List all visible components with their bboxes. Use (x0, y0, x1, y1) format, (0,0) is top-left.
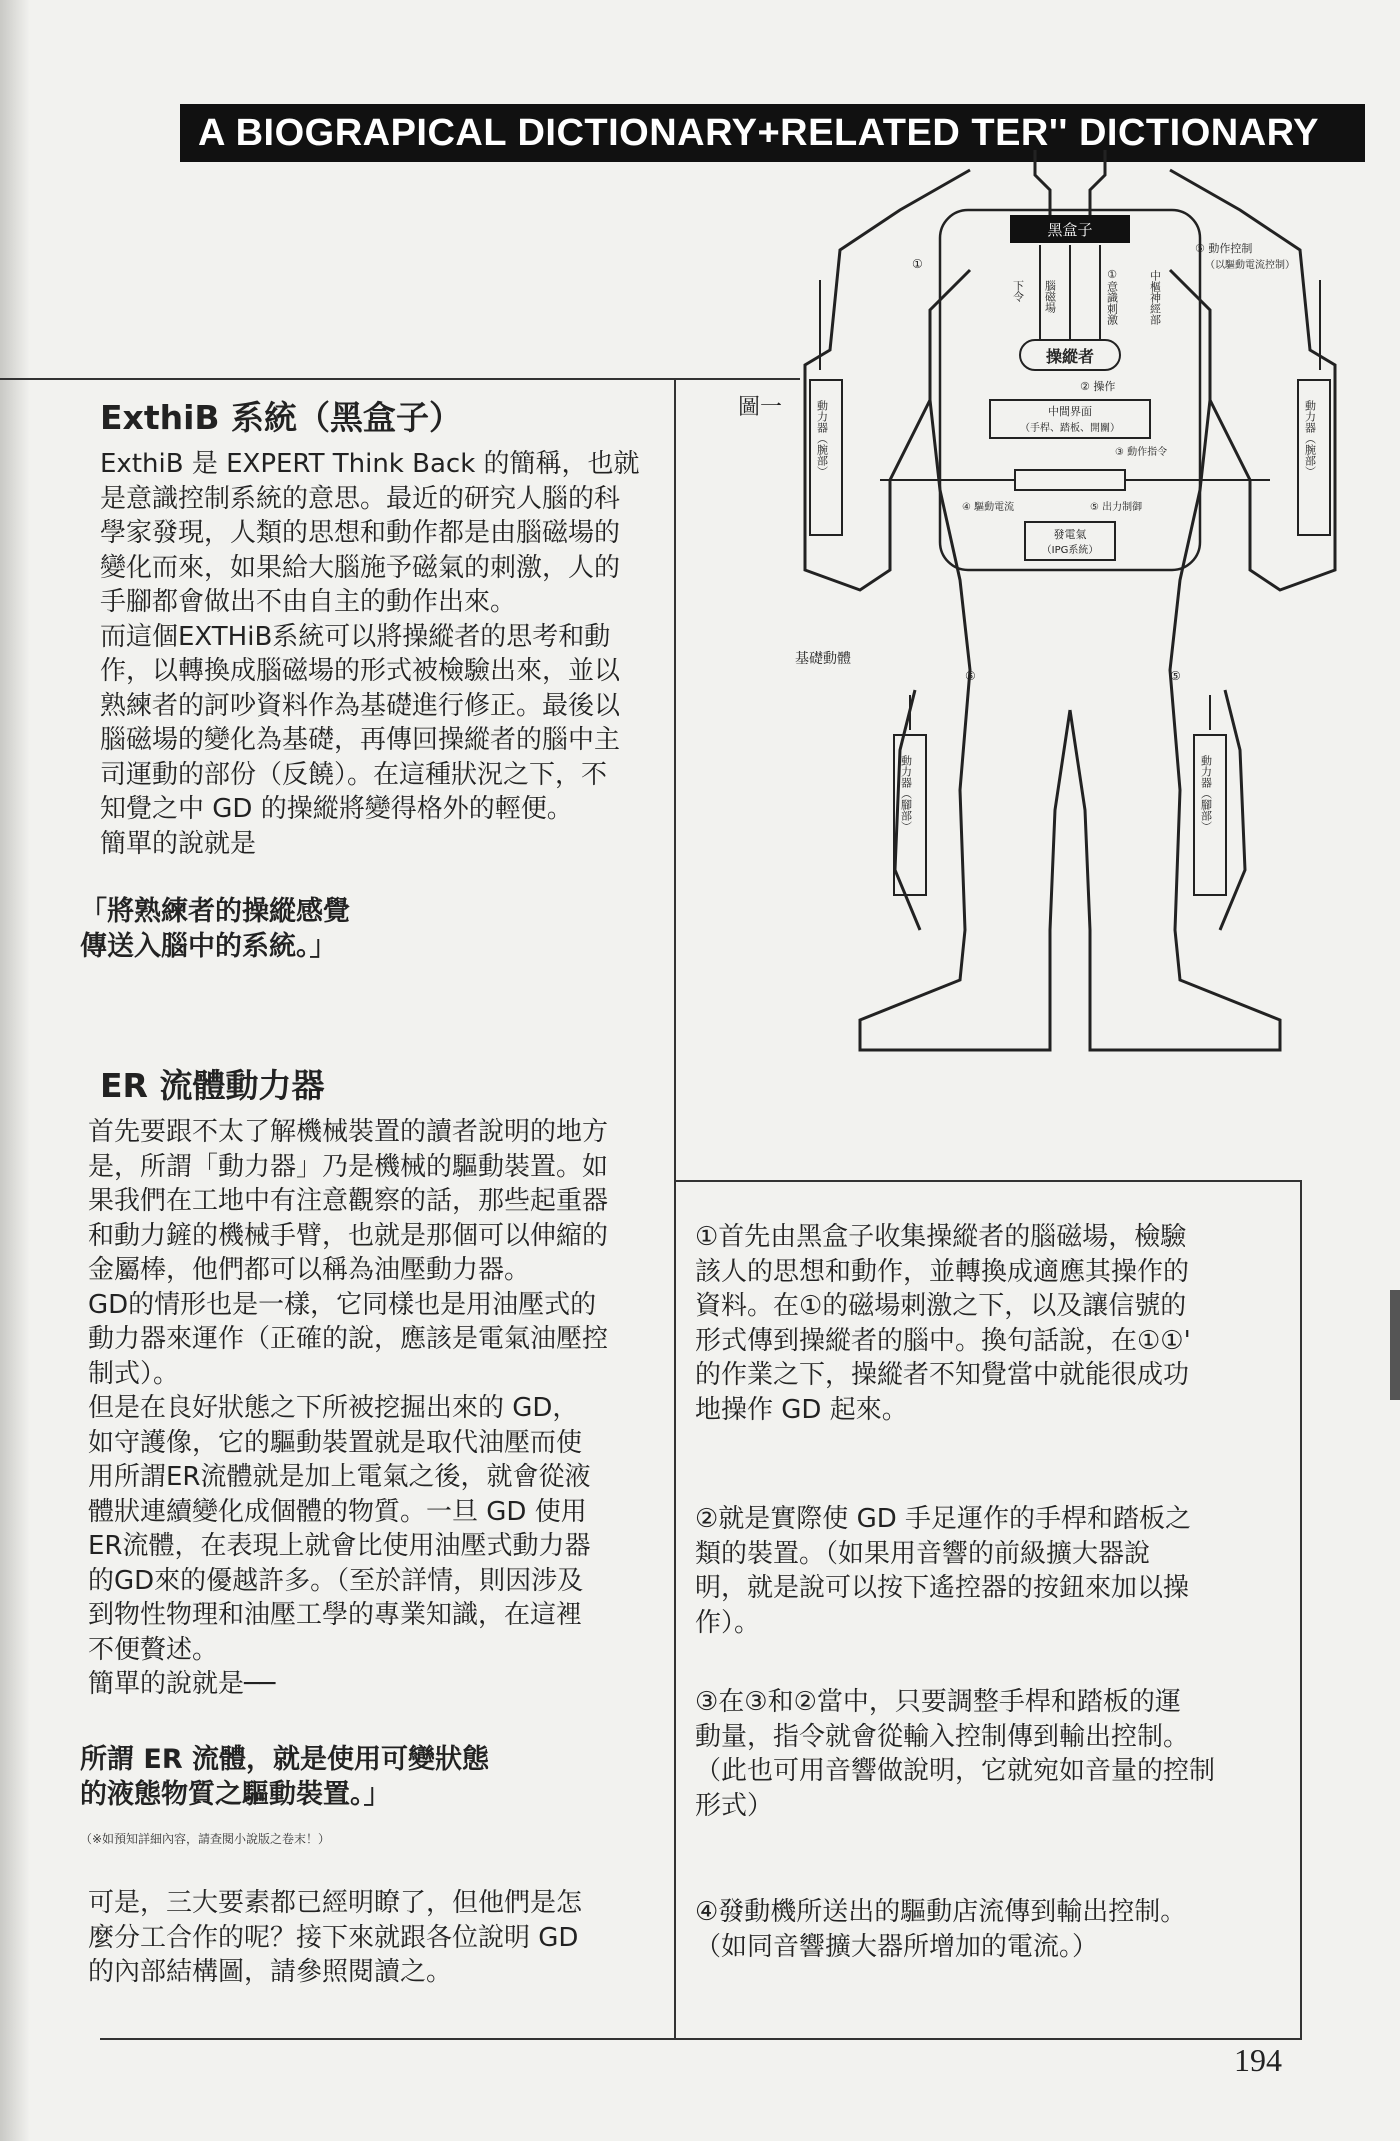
generator-label: 發電氣 (1053, 528, 1087, 541)
section-body-er-fluid: 首先要跟不太了解機械裝置的讀者說明的地方 是，所謂「動力器」乃是機械的驅動裝置。如 果我們在工地中有注意觀察的話，那些起重器 和動力鏟的機械手臂，也就是那個可以伸縮的 金屬棒，他們都可以稱為油壓動力器。 GD的情形也是一樣，它同樣也是用油壓式的 動力器來運作（正確的說，應該是電氣油壓控 制式）。 但是在良好狀態之下所被挖掘出來的 GD， 如守護像，它的驅動裝置就是取代油壓而使 用所謂ER流體就是加上電氣之後，就會從液 體狀連續變化成個體的物質。一旦 GD 使用 ER流體，在表現上就會比使用油壓式動力器 的GD來的優越許多。（至於詳情，則因涉及 到物性物理和油壓工學的專業知識，在這裡 不便贅述。 簡單的說就是── (88, 1117, 609, 1699)
actuator-left-arm-label: 動力器（腕部） (815, 400, 829, 477)
section-title-exthib: ExthiB 系統（黑盒子） (100, 398, 463, 437)
marker-5-left: ⑤ (965, 669, 976, 683)
section-body-exthib: ExthiB 是 EXPERT Think Back 的簡稱，也就 是意識控制系統的意思。最近的研究人腦的科 學家發現，人類的思想和動作都是由腦磁場的 變化而來，如果給大腦施予磁氣的刺激，人的 手腳都會做出不由自主的動作出來。 而這個EXTHiB系統可以將操縱者的思考和動 作，以轉換成腦磁場的形式被檢驗出來，並以 熟練者的訶吵資料作為基礎進行修正。最後以 腦磁場的變化為基礎，再傳回操縱者的腦中主 司運動的部份（反饒）。在這種狀況之下，不 知覺之中 GD 的操縱將變得格外的輕便。 簡單的說就是 (100, 449, 640, 859)
footnote: （※如預知詳細內容，請查閱小說版之卷末！） (80, 1832, 331, 1846)
section-title-er-fluid: ER 流體動力器 (100, 1066, 325, 1105)
explanation-2: ②就是實際使 GD 手足運作的手桿和踏板之 類的裝置。（如果用音響的前級擴大器說 明，就是說可以按下遙控器的按鈕來加以操 作）。 (695, 1504, 1192, 1638)
actuator-right-leg-label: 動力器（腳部） (1199, 755, 1213, 832)
interface-subtitle: （手桿、踏板、開關） (1020, 423, 1120, 434)
gd-structure-diagram (800, 150, 1390, 1080)
section-quote-er-fluid: 所謂 ER 流體，就是使用可變狀態 的液態物質之驅動裝置。」 (80, 1744, 490, 1810)
interface-title: 中間界面 (1048, 405, 1092, 418)
section-quote-exthib: 「將熟練者的操縱感覺 傳送入腦中的系統。」 (80, 896, 350, 962)
edge-mark (1390, 1290, 1400, 1400)
gd-structure-svg (800, 150, 1390, 1080)
blackbox-label: 黑盒子 (1047, 221, 1093, 239)
generator-sublabel: （IPG系統） (1041, 545, 1099, 556)
explanation-4: ④發動機所送出的驅動店流傳到輸出控制。 （如同音響擴大器所增加的電流。） (695, 1897, 1187, 1962)
rule-top-left (0, 378, 800, 380)
right-vertical-label-2: 中樞神經部 (1148, 270, 1162, 325)
marker-5-right: ⑤ (1170, 669, 1181, 683)
rule-right (1300, 1180, 1302, 2040)
step-5-top-sublabel: （以驅動電流控制） (1205, 260, 1295, 271)
step-5-output-label: ⑤ 出力制御 (1090, 502, 1143, 513)
marker-1: ① (912, 257, 923, 271)
base-body-label: 基礎動體 (795, 651, 851, 667)
rule-right-top (676, 1180, 1300, 1182)
explanation-3: ③在③和②當中，只要調整手桿和踏板的運 動量，指令就會從輸入控制傳到輸出控制。 （此也可用音響做說明，它就宛如音量的控制 形式） (695, 1687, 1216, 1821)
header-title: A BIOGRAPICAL DICTIONARY+RELATED TER'' DICTIONARY (180, 104, 1365, 162)
step-2-label: ② 操作 (1080, 380, 1116, 393)
scan-shadow (0, 0, 30, 2141)
left-vertical-label-2: 腦磁場 (1043, 280, 1057, 313)
step-4-label: ④ 驅動電流 (962, 502, 1015, 513)
figure-label: 圖一 (738, 395, 783, 420)
rule-bottom (100, 2038, 1300, 2040)
closing-paragraph: 可是，三大要素都已經明瞭了，但他們是怎 麼分工合作的呢？接下來就跟各位說明 GD 的內部結構圖，請參照閱讀之。 (88, 1888, 583, 1987)
actuator-left-leg-label: 動力器（腳部） (899, 755, 913, 832)
operator-label: 操縱者 (1045, 347, 1095, 366)
page-number: 194 (1234, 2042, 1282, 2078)
actuator-right-arm-label: 動力器（腕部） (1303, 400, 1317, 477)
left-vertical-label-1: 下令 (1011, 280, 1025, 302)
output-control-node (1015, 470, 1125, 490)
explanation-1: ①首先由黑盒子收集操縱者的腦磁場，檢驗 該人的思想和動作，並轉換成適應其操作的 資料。在①的磁場刺激之下，以及讓信號的 形式傳到操縱者的腦中。換句話說，在①①' 的作業之下，操縱者不知覺當中就能很成功 地操作 GD 起來。 (695, 1222, 1191, 1425)
step-3-label: ③ 動作指令 (1115, 447, 1168, 458)
step-5-top-label: ⑤ 動作控制 (1195, 242, 1253, 255)
right-vertical-label-1: ①意識刺激 (1105, 268, 1119, 325)
